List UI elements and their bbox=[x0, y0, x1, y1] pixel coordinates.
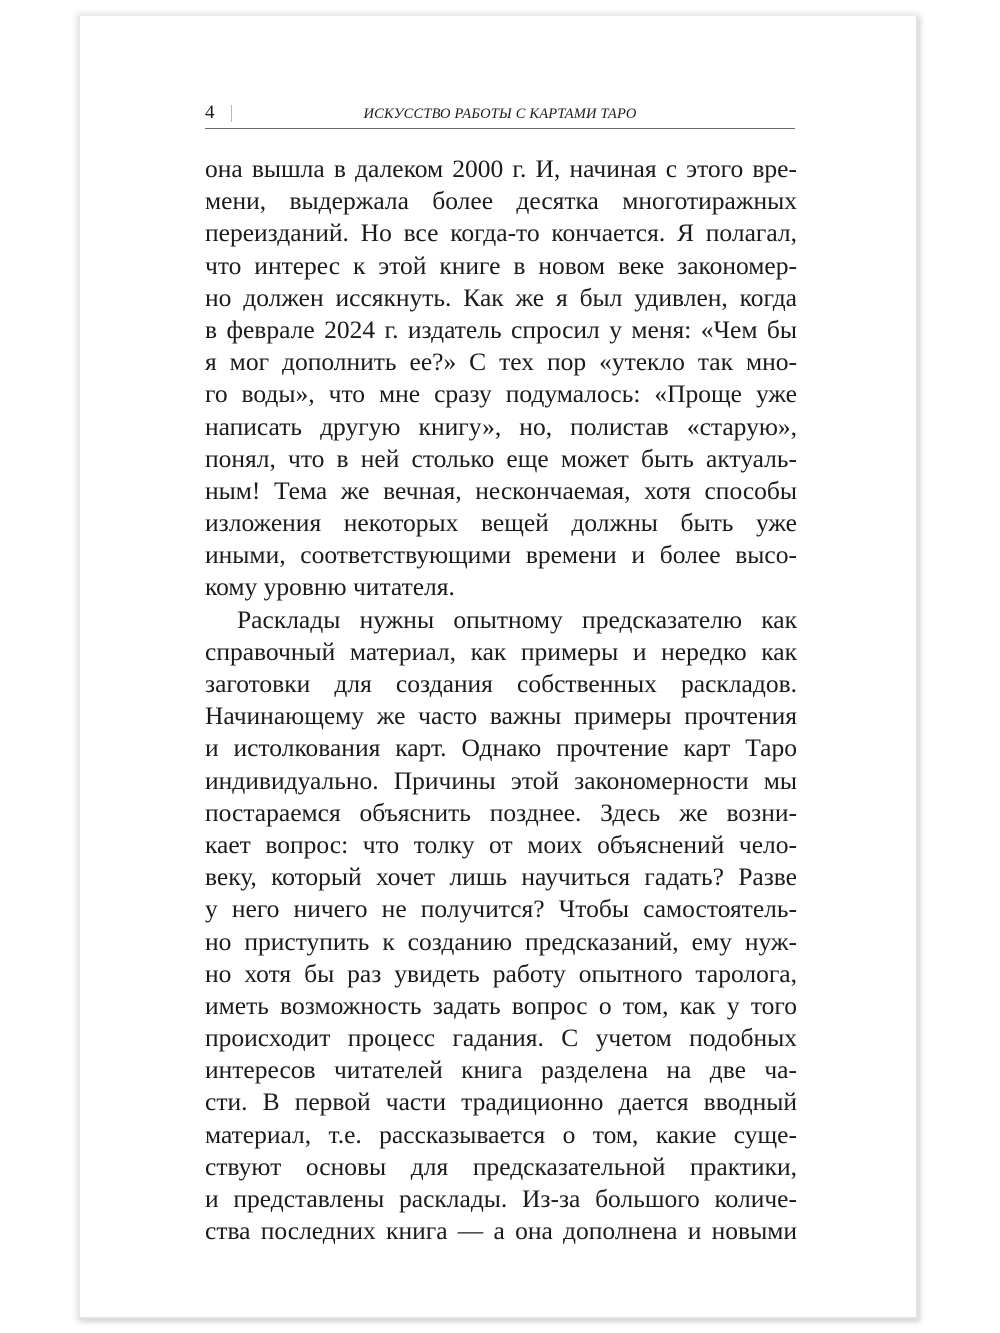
text-line: Расклады нужны опытному предсказателю как bbox=[237, 604, 797, 634]
text-line: я мог дополнить ее?» С тех пор «утекло так мно- bbox=[205, 347, 797, 377]
text-line: интересов читателей книга разделена на две ча- bbox=[205, 1055, 797, 1085]
text-line: изложения некоторых вещей должны быть уже bbox=[205, 508, 797, 538]
text-line: Начинающему же часто важны примеры прочтения bbox=[205, 701, 797, 731]
text-line: мени, выдержала более десятка многотиражных bbox=[205, 186, 797, 216]
text-line: индивидуально. Причины этой закономерности мы bbox=[205, 765, 797, 795]
running-head-title: ИСКУССТВО РАБОТЫ С КАРТАМИ ТАРО bbox=[363, 106, 637, 122]
paragraph-1 bbox=[205, 153, 797, 604]
text-line: кает вопрос: что толку от моих объяснений чело- bbox=[205, 829, 797, 859]
text-line: веку, который хочет лишь научиться гадать? Разве bbox=[205, 862, 797, 892]
text-line: заготовки для создания собственных раскладов. bbox=[205, 669, 797, 698]
text-line: но хотя бы раз увидеть работу опытного таролога, bbox=[205, 958, 797, 988]
text-line: кому уровню читателя. bbox=[205, 572, 455, 602]
text-line: написать другую книгу», но, полистав «старую», bbox=[205, 411, 797, 441]
book-page bbox=[79, 16, 918, 1319]
text-line: материал, т.е. рассказывается о том, какие суще- bbox=[205, 1119, 797, 1149]
text-line: но должен иссякнуть. Как же я был удивлен, когда bbox=[205, 282, 797, 312]
text-line: ства последних книга — а она дополнена и новыми bbox=[205, 1216, 797, 1246]
text-line: го воды», что мне сразу подумалось: «Проще уже bbox=[205, 379, 797, 409]
text-line: но приступить к созданию предсказаний, ему нуж- bbox=[205, 926, 797, 956]
text-line: и представлены расклады. Из-за большого количе- bbox=[205, 1184, 797, 1213]
text-line: иными, соответствующими времени и более высо- bbox=[205, 540, 797, 570]
text-line: сти. В первой части традиционно дается вводный bbox=[205, 1087, 797, 1117]
text-line: в феврале 2024 г. издатель спросил у меня: «Чем бы bbox=[205, 314, 797, 344]
text-line: что интерес к этой книге в новом веке закономер- bbox=[205, 250, 797, 280]
text-line: ствуют основы для предсказательной практики, bbox=[205, 1151, 797, 1181]
body-text bbox=[205, 153, 797, 1247]
text-line: у него ничего не получится? Чтобы самостоятель- bbox=[205, 894, 797, 924]
text-line: происходит процесс гадания. С учетом подобных bbox=[205, 1023, 797, 1053]
text-line: она вышла в далеком 2000 г. И, начиная с этого вре- bbox=[205, 154, 797, 183]
paragraph-2 bbox=[205, 604, 797, 1248]
text-line: понял, что в ней столько еще может быть актуаль- bbox=[205, 443, 797, 473]
text-line: постараемся объяснить позднее. Здесь же возни- bbox=[205, 797, 797, 827]
text-line: ным! Тема же вечная, нескончаемая, хотя способы bbox=[205, 475, 797, 505]
text-line: и истолкования карт. Однако прочтение карт Таро bbox=[205, 733, 797, 763]
text-line: иметь возможность задать вопрос о том, как у того bbox=[205, 990, 797, 1020]
running-head bbox=[205, 102, 795, 129]
page-number: 4 bbox=[205, 102, 215, 123]
text-line: переизданий. Но все когда-то кончается. Я полагал, bbox=[205, 218, 797, 248]
text-line: справочный материал, как примеры и нередко как bbox=[205, 636, 797, 666]
